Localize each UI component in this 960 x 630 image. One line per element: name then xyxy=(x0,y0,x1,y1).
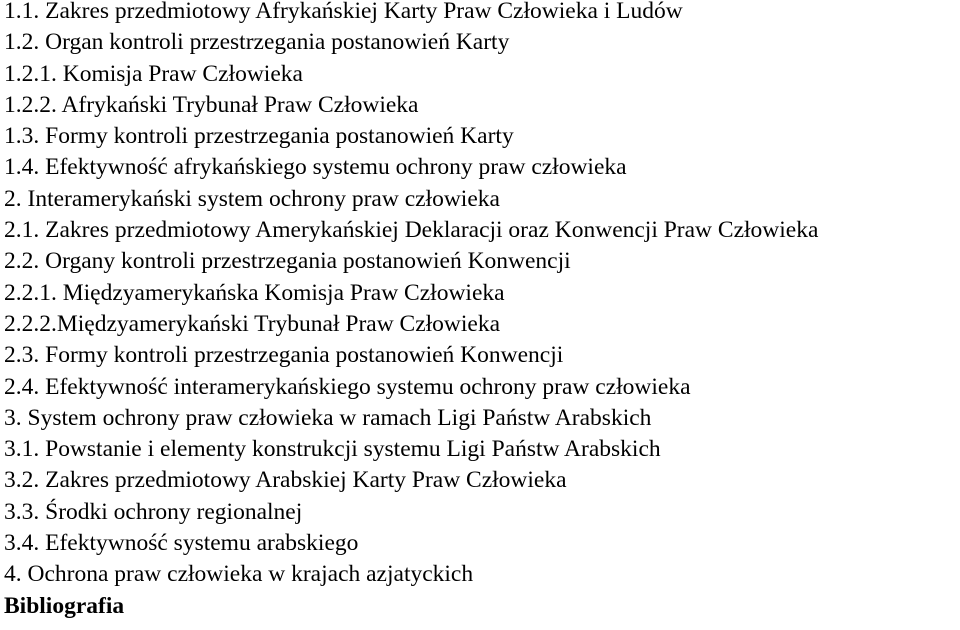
toc-entry: 3.1. Powstanie i elementy konstrukcji systemu Ligi Państw Arabskich xyxy=(4,436,661,463)
toc-entry: 2.2.1. Międzyamerykańska Komisja Praw Człowieka xyxy=(4,279,505,306)
toc-entry: 3.4. Efektywność systemu arabskiego xyxy=(4,530,359,557)
toc-entry: 3. System ochrony praw człowieka w ramach Ligi Państw Arabskich xyxy=(4,404,652,431)
table-of-contents xyxy=(4,0,958,622)
toc-entry: 2.2.2.Międzyamerykański Trybunał Praw Człowieka xyxy=(4,310,501,337)
toc-entry: 2. Interamerykański system ochrony praw człowieka xyxy=(4,185,500,212)
toc-entry: 1.3. Formy kontroli przestrzegania postanowień Karty xyxy=(4,123,514,150)
toc-entry: 1.1. Zakres przedmiotowy Afrykańskiej Karty Praw Człowieka i Ludów xyxy=(4,0,683,24)
toc-entry: 3.3. Środki ochrony regionalnej xyxy=(4,498,303,525)
toc-entry: 1.2.2. Afrykański Trybunał Praw Człowieka xyxy=(4,91,419,118)
toc-entry: 1.4. Efektywność afrykańskiego systemu ochrony praw człowieka xyxy=(4,154,627,181)
toc-entry: 2.3. Formy kontroli przestrzegania postanowień Konwencji xyxy=(4,342,564,369)
toc-entry: 3.2. Zakres przedmiotowy Arabskiej Karty Praw Człowieka xyxy=(4,467,567,494)
toc-entry: 1.2.1. Komisja Praw Człowieka xyxy=(4,60,303,87)
bibliography-heading: Bibliografia xyxy=(4,592,125,619)
toc-entry: 2.4. Efektywność interamerykańskiego systemu ochrony praw człowieka xyxy=(4,373,691,400)
toc-entry: 4. Ochrona praw człowieka w krajach azjatyckich xyxy=(4,561,474,588)
toc-entry: 2.1. Zakres przedmiotowy Amerykańskiej Deklaracji oraz Konwencji Praw Człowieka xyxy=(4,217,819,244)
toc-entry: 2.2. Organy kontroli przestrzegania postanowień Konwencji xyxy=(4,248,571,275)
toc-entry: 1.2. Organ kontroli przestrzegania postanowień Karty xyxy=(4,29,510,56)
